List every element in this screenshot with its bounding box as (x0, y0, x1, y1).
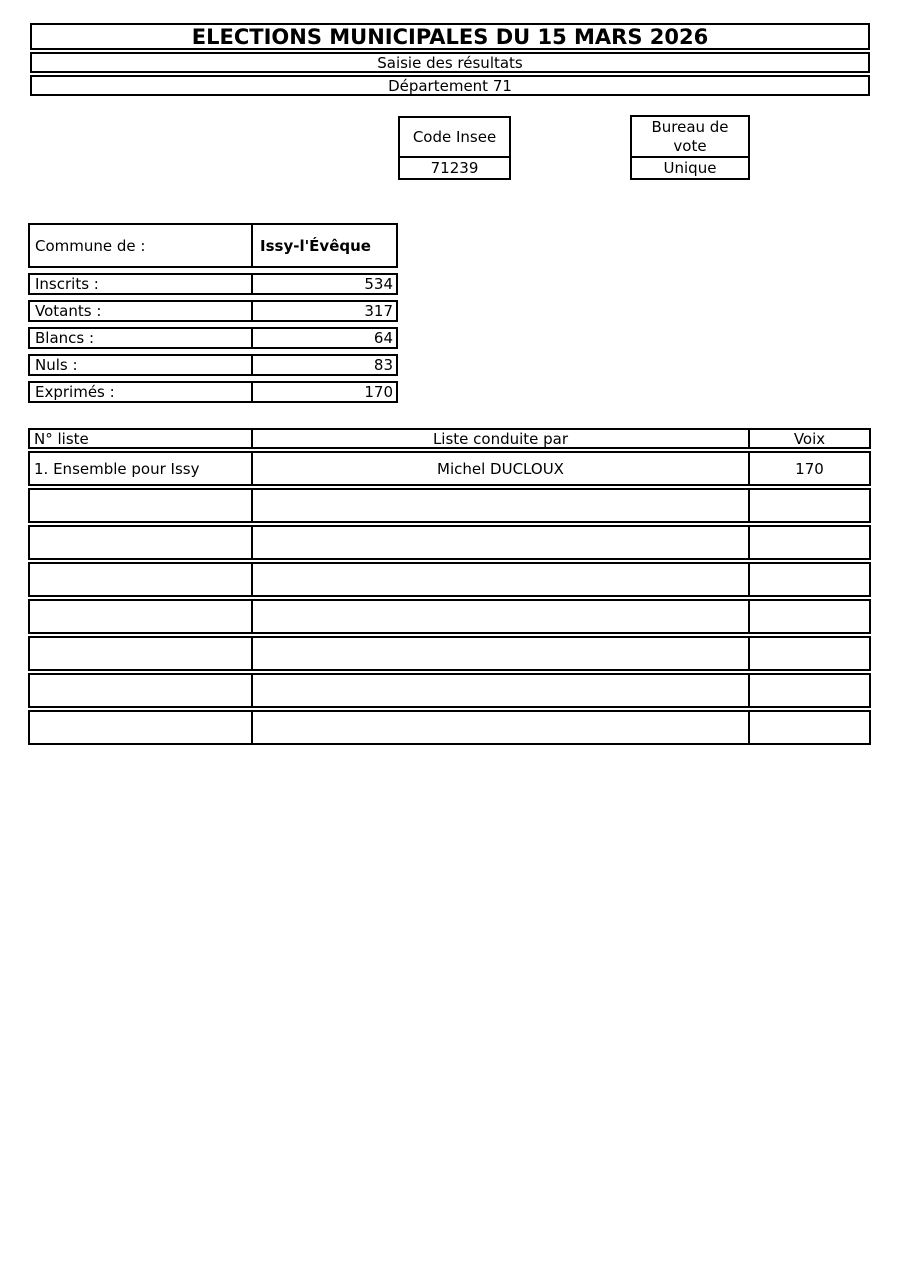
commune-name: Issy-l'Évêque (251, 223, 398, 268)
list-votes-cell[interactable] (748, 525, 871, 560)
list-number-cell[interactable] (28, 562, 253, 597)
list-leader-cell[interactable]: Michel DUCLOUX (251, 451, 750, 486)
stat-label: Nuls : (28, 354, 253, 376)
stat-label: Inscrits : (28, 273, 253, 295)
list-number-cell[interactable]: 1. Ensemble pour Issy (28, 451, 253, 486)
list-number-cell[interactable] (28, 636, 253, 671)
list-row (28, 710, 871, 745)
list-leader-cell[interactable] (251, 636, 750, 671)
list-number-cell[interactable] (28, 673, 253, 708)
stat-row-votants (28, 300, 398, 322)
list-votes-cell[interactable] (748, 710, 871, 745)
column-header-leader: Liste conduite par (251, 428, 750, 449)
list-leader-cell[interactable] (251, 673, 750, 708)
list-votes-cell[interactable] (748, 599, 871, 634)
page-subtitle: Saisie des résultats (30, 52, 870, 73)
stat-row-inscrits (28, 273, 398, 295)
list-row (28, 562, 871, 597)
list-row (28, 636, 871, 671)
stat-value[interactable]: 64 (251, 327, 398, 349)
stat-value[interactable]: 317 (251, 300, 398, 322)
insee-code-label: Code Insee (400, 118, 509, 158)
insee-code-value[interactable]: 71239 (430, 159, 479, 177)
list-votes-cell[interactable] (748, 673, 871, 708)
list-row (28, 525, 871, 560)
stat-row-nuls (28, 354, 398, 376)
stat-value[interactable]: 170 (251, 381, 398, 403)
list-number-cell[interactable] (28, 710, 253, 745)
list-leader-cell[interactable] (251, 562, 750, 597)
list-votes-cell[interactable] (748, 488, 871, 523)
list-leader-cell[interactable] (251, 599, 750, 634)
lists-header-row (28, 428, 871, 449)
list-votes-cell[interactable]: 170 (748, 451, 871, 486)
list-row (28, 488, 871, 523)
stat-value[interactable]: 83 (251, 354, 398, 376)
list-number-cell[interactable] (28, 525, 253, 560)
bureau-vote-box (630, 115, 750, 180)
column-header-num: N° liste (28, 428, 253, 449)
stat-value[interactable]: 534 (251, 273, 398, 295)
column-header-votes: Voix (748, 428, 871, 449)
stat-row-blancs (28, 327, 398, 349)
commune-stats-table (28, 223, 398, 403)
list-votes-cell[interactable] (748, 636, 871, 671)
insee-code-box (398, 116, 511, 180)
list-number-cell[interactable] (28, 599, 253, 634)
stat-row-exprimes (28, 381, 398, 403)
commune-label: Commune de : (28, 223, 253, 268)
list-row (28, 599, 871, 634)
bureau-vote-label: Bureau de vote (632, 117, 748, 158)
commune-header-row (28, 223, 398, 268)
list-votes-cell[interactable] (748, 562, 871, 597)
stat-label: Votants : (28, 300, 253, 322)
bureau-vote-value[interactable]: Unique (663, 159, 717, 177)
stat-label: Blancs : (28, 327, 253, 349)
list-row (28, 451, 871, 486)
list-leader-cell[interactable] (251, 710, 750, 745)
list-row (28, 673, 871, 708)
page-title: ELECTIONS MUNICIPALES DU 15 MARS 2026 (30, 23, 870, 50)
list-leader-cell[interactable] (251, 488, 750, 523)
lists-table (28, 428, 871, 747)
stat-label: Exprimés : (28, 381, 253, 403)
department-label: Département 71 (30, 75, 870, 96)
list-number-cell[interactable] (28, 488, 253, 523)
list-leader-cell[interactable] (251, 525, 750, 560)
